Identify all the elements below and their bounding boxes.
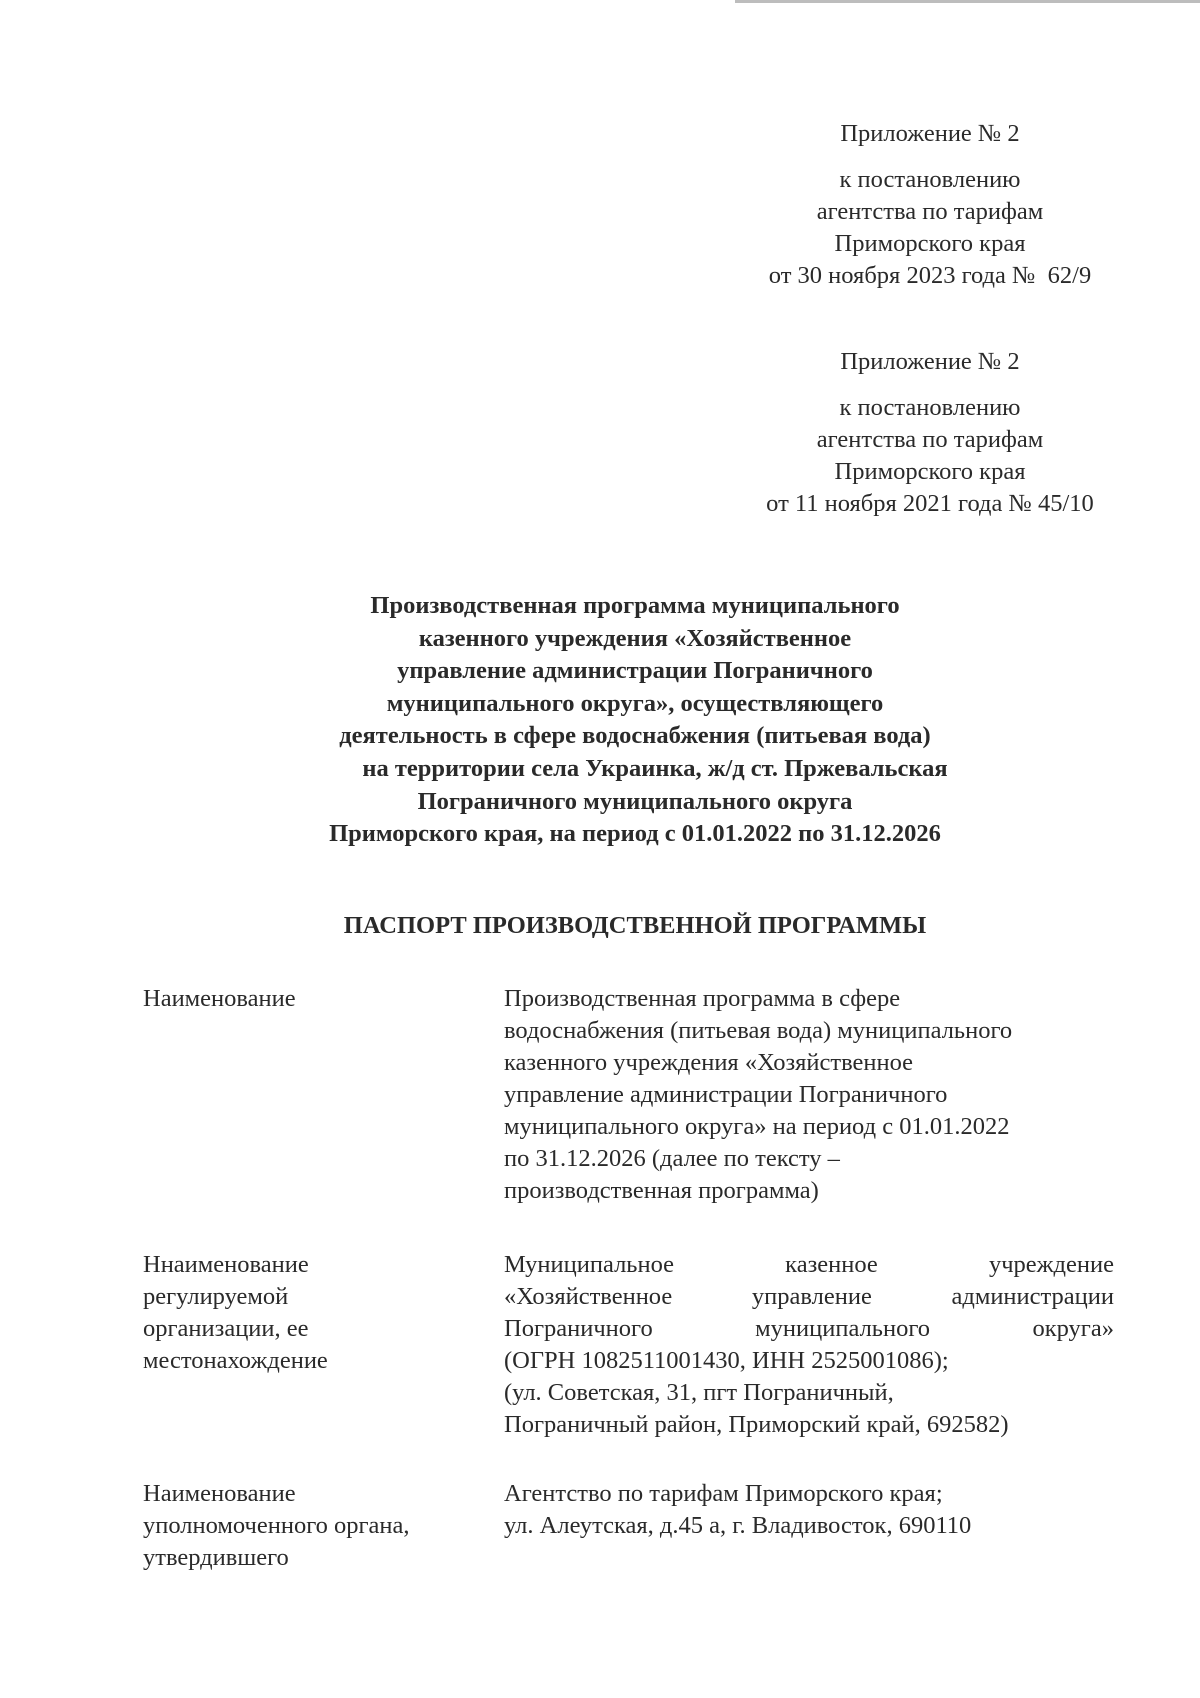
value-line: казенного учреждения «Хозяйственное (504, 1049, 914, 1076)
title-line: Приморского края, на период с 01.01.2022 по 31.12.2026 (329, 820, 941, 848)
label-line: регулируемой (143, 1283, 289, 1310)
title-line: казенного учреждения «Хозяйственное (418, 624, 852, 652)
value-line: производственная программа) (504, 1177, 819, 1204)
appendix-line: от 11 ноября 2021 года № 45/10 (766, 490, 1094, 517)
label-line: уполномоченного органа, (143, 1512, 410, 1539)
label-line: утвердившего (143, 1544, 289, 1571)
value-line: управление администрации Пограничного (504, 1081, 948, 1108)
passport-title: ПАСПОРТ ПРОИЗВОДСТВЕННОЙ ПРОГРАММЫ (343, 912, 927, 939)
value-line: водоснабжения (питьевая вода) муниципального (504, 1017, 1013, 1044)
passport-row-label (143, 1249, 473, 1377)
label-line: Наименование (143, 985, 296, 1012)
appendix-title: Приложение № 2 (840, 348, 1020, 375)
title-line: Производственная программа муниципального (370, 592, 900, 619)
value-line: (ул. Советская, 31, пгт Пограничный, (504, 1379, 894, 1406)
passport-row-value (504, 983, 1114, 1207)
value-line: муниципального округа» на период с 01.01.2022 (504, 1113, 1010, 1140)
value-line: Пограничный район, Приморский край, 692582) (504, 1411, 1009, 1438)
title-line: муниципального округа», осуществляющего (386, 689, 884, 717)
document-title (200, 590, 1070, 851)
passport-row-value (504, 1249, 1114, 1441)
title-line: на территории села Украинка, ж/д ст. Пржевальская (362, 754, 948, 782)
appendix-line: к постановлению (839, 166, 1021, 193)
title-line: Пограничного муниципального округа (417, 787, 853, 815)
title-line: деятельность в сфере водоснабжения (питьевая вода) (339, 722, 931, 750)
value-line: (ОГРН 1082511001430, ИНН 2525001086); (504, 1347, 949, 1374)
appendix-line: Приморского края (834, 458, 1026, 485)
appendix-header-2023 (700, 118, 1160, 292)
appendix-title: Приложение № 2 (840, 120, 1020, 147)
label-line: Ннаименование (143, 1251, 309, 1278)
value-line: ул. Алеутская, д.45 а, г. Владивосток, 690110 (504, 1512, 972, 1539)
title-line: управление администрации Пограничного (397, 657, 873, 685)
value-line: «Хозяйственное управление администрации (504, 1283, 1114, 1310)
appendix-line: к постановлению (839, 394, 1021, 421)
passport-row-label (143, 1478, 473, 1574)
passport-row-label (143, 983, 473, 1015)
value-line: Муниципальное казенное учреждение (504, 1251, 1114, 1278)
appendix-line: агентства по тарифам (816, 426, 1044, 453)
label-line: местонахождение (143, 1347, 328, 1374)
value-line: Производственная программа в сфере (504, 985, 901, 1012)
value-line: Пограничного муниципального округа» (504, 1315, 1114, 1342)
scan-edge-line (735, 0, 1200, 3)
appendix-header-2021 (700, 346, 1160, 520)
label-line: Наименование (143, 1480, 296, 1507)
appendix-line: от 30 ноября 2023 года № 62/9 (768, 262, 1092, 289)
passport-row-value (504, 1478, 1114, 1542)
label-line: организации, ее (143, 1315, 309, 1342)
appendix-line: Приморского края (834, 230, 1026, 257)
appendix-line: агентства по тарифам (816, 198, 1044, 225)
value-line: по 31.12.2026 (далее по тексту – (504, 1145, 840, 1172)
value-line: Агентство по тарифам Приморского края; (504, 1480, 943, 1507)
